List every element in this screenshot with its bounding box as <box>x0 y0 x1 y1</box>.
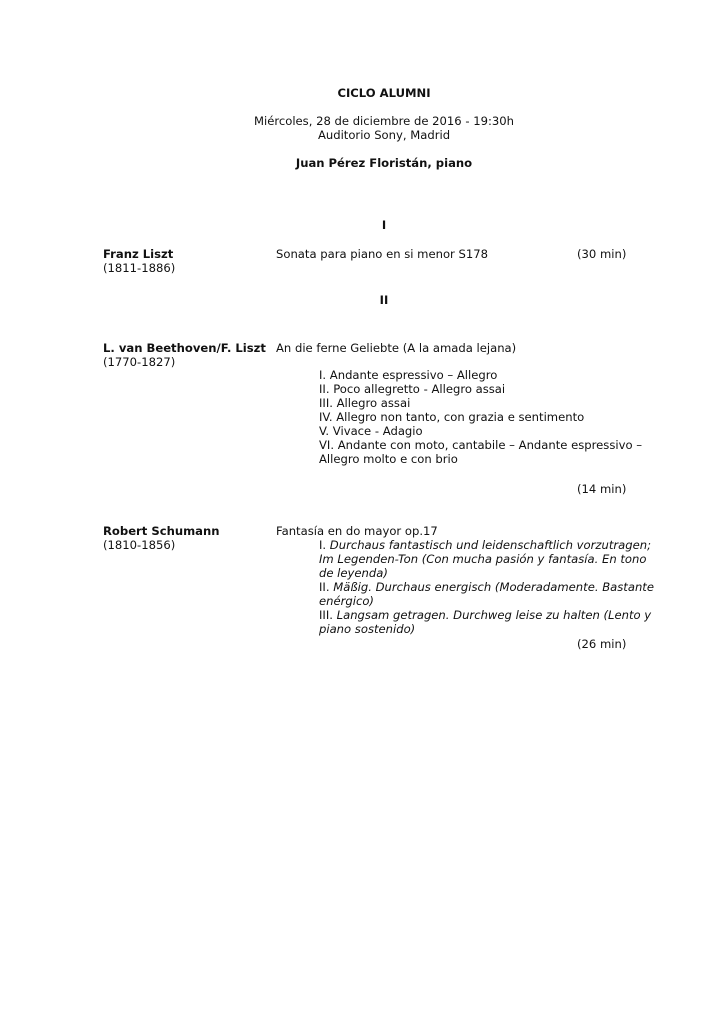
concert-series-title: CICLO ALUMNI <box>337 86 431 100</box>
movement-title: Durchaus fantastisch und leidenschaftlich vorzutragen; Im Legenden-Ton (Con mucha pasión y fantasía. En tono de leyenda) <box>319 538 651 580</box>
movement-item: IV. Allegro non tanto, con grazia e sentimento <box>319 410 585 424</box>
movement-item: II. Poco allegretto - Allegro assai <box>319 382 506 396</box>
movement-item <box>319 538 659 580</box>
composer-liszt: Franz Liszt <box>103 247 174 261</box>
movement-item: III. Allegro assai <box>319 396 411 410</box>
duration-beethoven: (14 min) <box>577 482 627 496</box>
part-two-numeral: II <box>379 293 389 307</box>
movement-item: V. Vivace - Adagio <box>319 424 423 438</box>
duration-schumann: (26 min) <box>577 637 627 651</box>
part-one-numeral: I <box>381 218 387 232</box>
performer-name: Juan Pérez Floristán, piano <box>295 156 473 170</box>
movement-list-schumann <box>319 538 659 636</box>
movement-item <box>319 580 659 608</box>
concert-date: Miércoles, 28 de diciembre de 2016 - 19:30h <box>253 114 514 128</box>
movement-number: I. <box>319 538 330 552</box>
work-an-die-ferne-geliebte: An die ferne Geliebte (A la amada lejana) <box>276 341 517 355</box>
work-liszt-sonata: Sonata para piano en si menor S178 <box>276 247 488 261</box>
movement-title: Mäßig. Durchaus energisch (Moderadamente. Bastante enérgico) <box>319 580 654 608</box>
composer-beethoven-years: (1770-1827) <box>103 355 176 369</box>
composer-schumann: Robert Schumann <box>103 524 220 538</box>
composer-beethoven-liszt: L. van Beethoven/F. Liszt <box>103 341 266 355</box>
movement-list-beethoven <box>319 368 669 466</box>
movement-number: II. <box>319 580 334 594</box>
composer-liszt-years: (1811-1886) <box>103 261 176 275</box>
work-fantasia: Fantasía en do mayor op.17 <box>276 524 438 538</box>
duration-liszt-sonata: (30 min) <box>577 247 627 261</box>
movement-number: III. <box>319 608 337 622</box>
movement-item <box>319 608 659 636</box>
movement-title: Langsam getragen. Durchweg leise zu halten (Lento y piano sostenido) <box>319 608 652 636</box>
composer-schumann-years: (1810-1856) <box>103 538 176 552</box>
movement-item: I. Andante espressivo – Allegro <box>319 368 498 382</box>
movement-item: VI. Andante con moto, cantabile – Andante espressivo – Allegro molto e con brio <box>319 438 643 466</box>
concert-venue: Auditorio Sony, Madrid <box>317 128 451 142</box>
